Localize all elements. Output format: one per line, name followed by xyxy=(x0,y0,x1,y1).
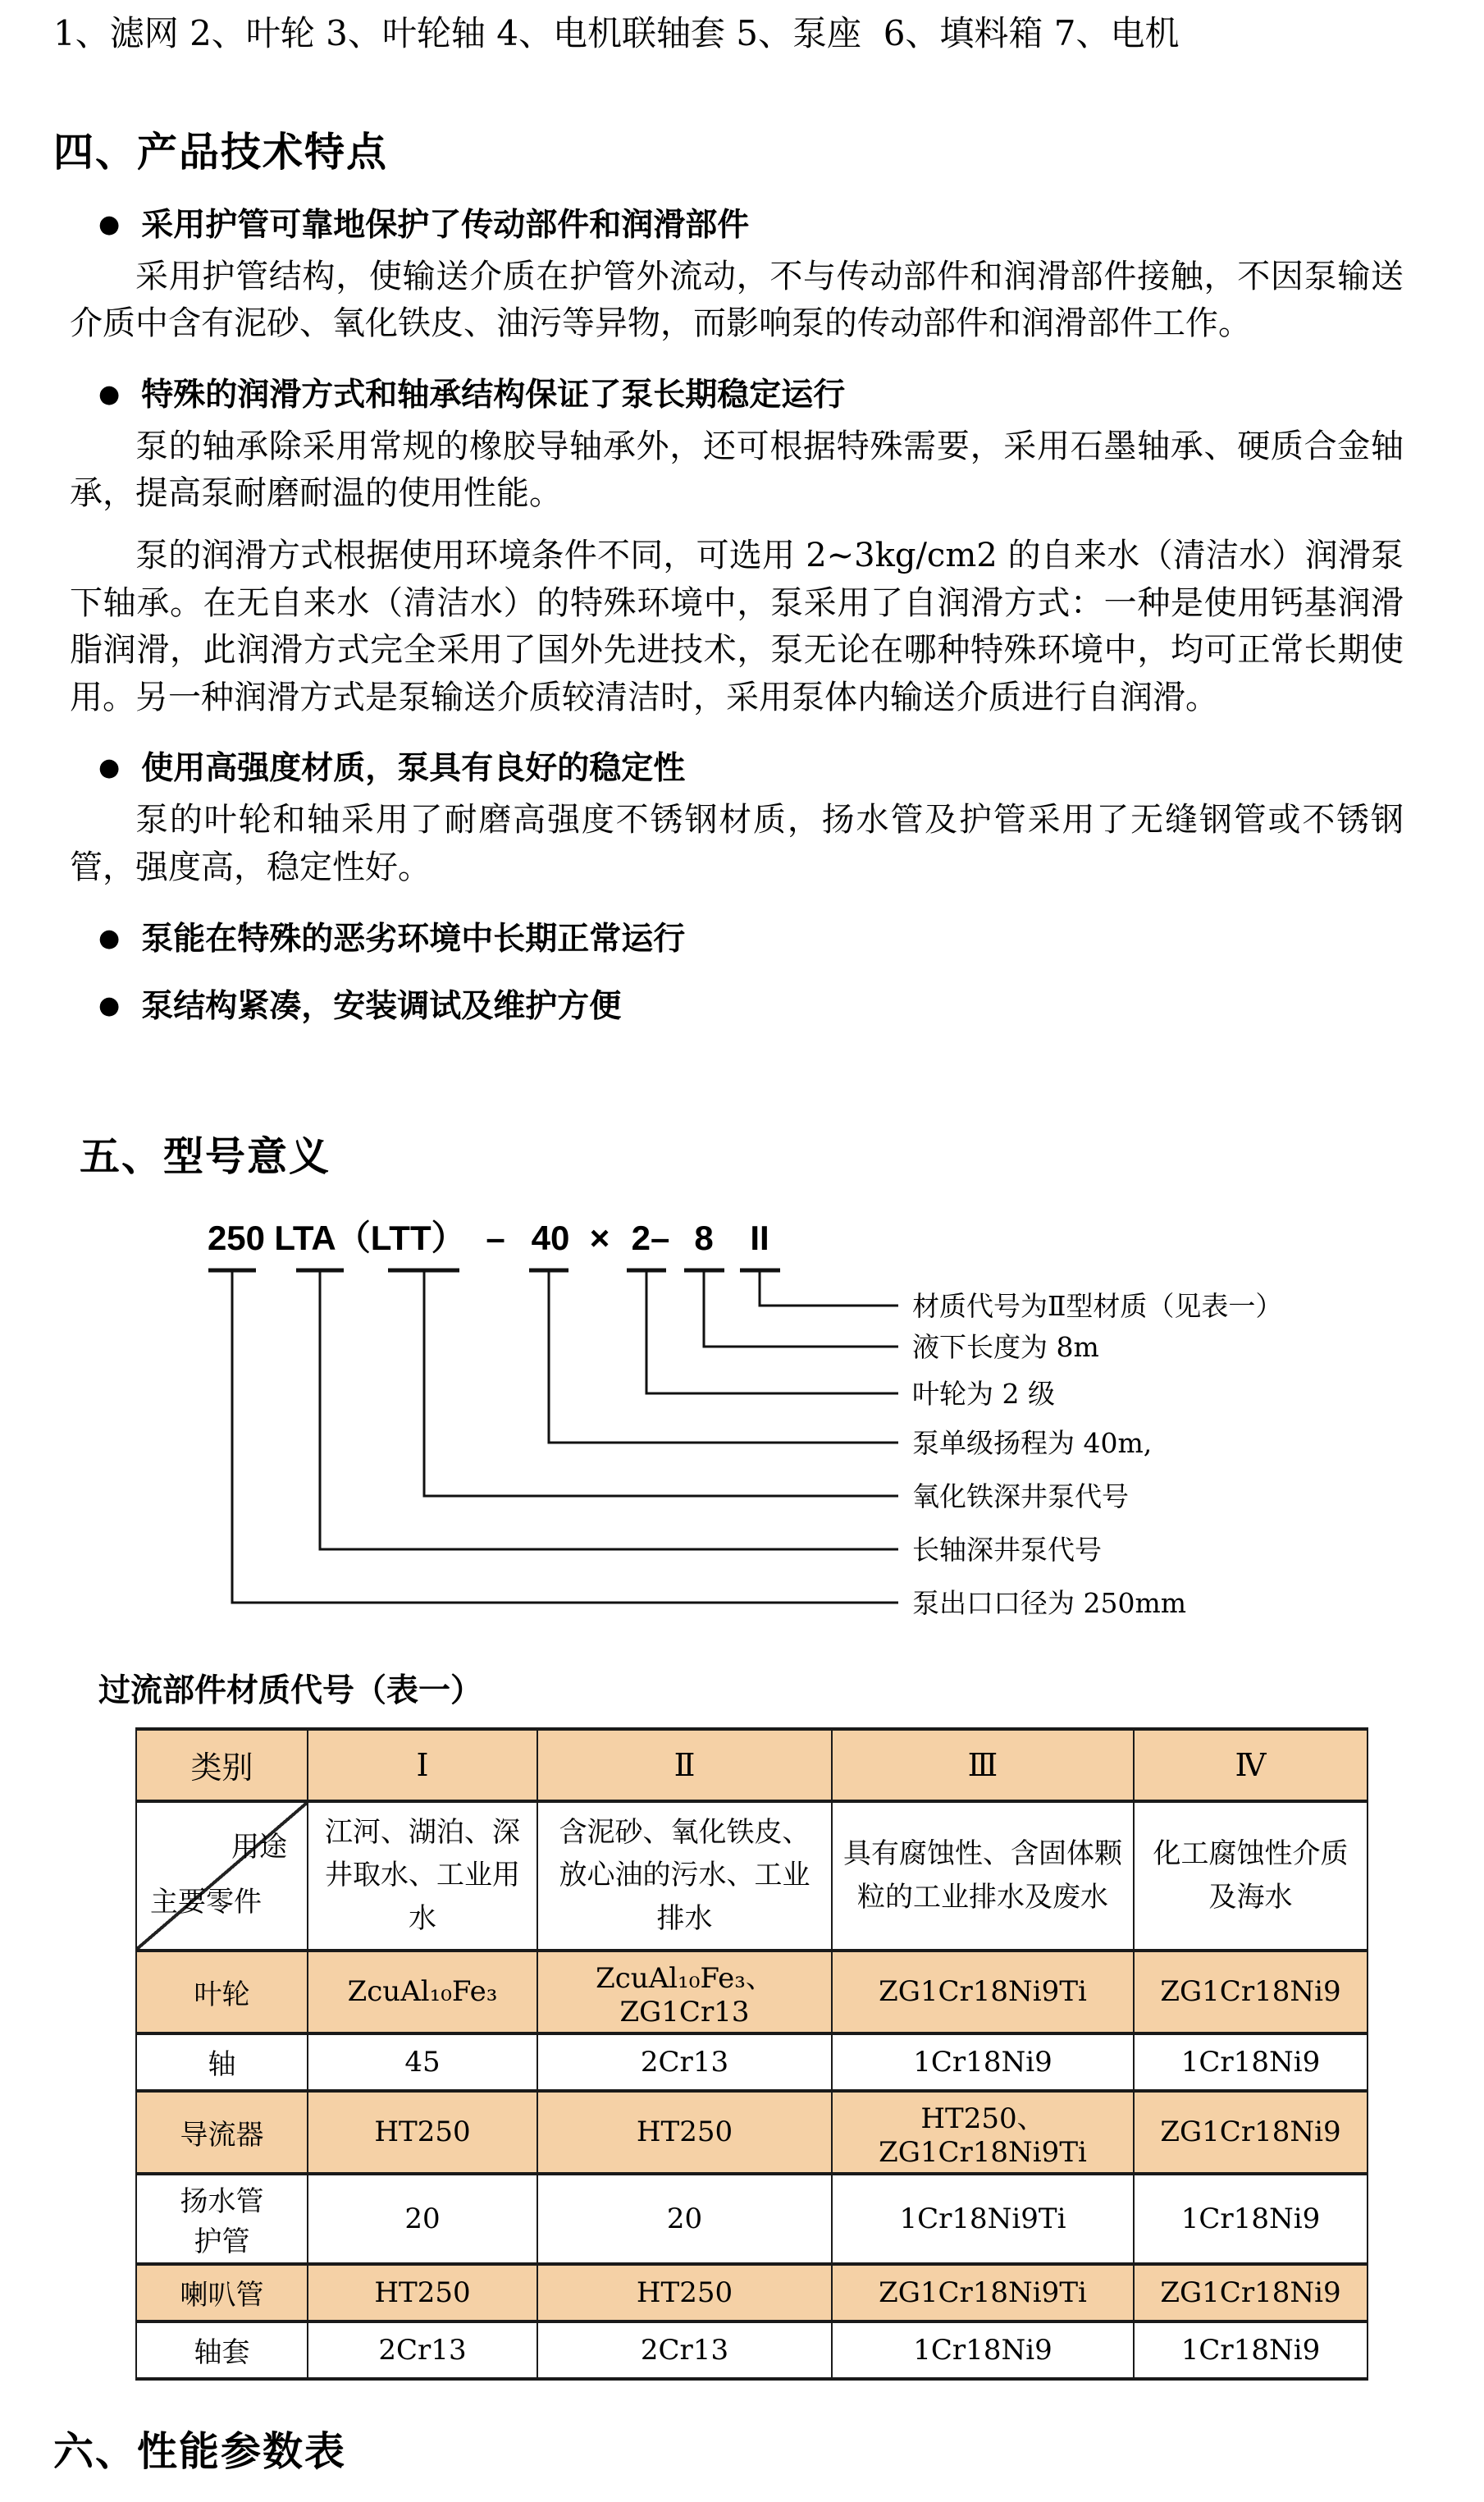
corner-usage-label: 用途 xyxy=(231,1830,287,1864)
material-code-table xyxy=(135,1727,1368,2381)
table-header-row xyxy=(136,1729,1368,1801)
feature-item xyxy=(98,199,1418,245)
model-part-250: 250 xyxy=(207,1218,266,1257)
material-cell: 1Cr18Ni9 xyxy=(1134,2033,1368,2091)
material-cell: ZG1Cr18Ni9 xyxy=(1134,1951,1368,2033)
feature-paragraph: 泵的叶轮和轴采用了耐磨高强度不锈钢材质，扬水管及护管采用了无缝钢管或不锈钢管，强度高，稳定性好。 xyxy=(70,801,1404,886)
material-cell: ZG1Cr18Ni9Ti xyxy=(832,2264,1134,2321)
feature-item xyxy=(98,913,1418,959)
feature-item xyxy=(98,981,1418,1027)
material-cell: ZcuAl₁₀Fe₃、ZG1Cr13 xyxy=(537,1951,832,2033)
model-part-ii: II xyxy=(750,1218,769,1257)
table-row xyxy=(136,2091,1368,2174)
usage-cell: 具有腐蚀性、含固体颗粒的工业排水及废水 xyxy=(832,1801,1134,1951)
feature-item xyxy=(98,369,1418,415)
material-cell: 1Cr18Ni9 xyxy=(1134,2174,1368,2264)
model-part-dash: – xyxy=(486,1218,505,1257)
diagram-label-depth: 液下长度为 8m xyxy=(912,1330,1099,1363)
model-part-2dash: 2– xyxy=(631,1218,670,1257)
diagram-label-material: 材质代号为Ⅱ型材质（见表一） xyxy=(912,1289,1283,1322)
header-category: 类别 xyxy=(136,1729,308,1801)
row-name: 叶轮 xyxy=(136,1951,308,2033)
header-class-1: Ⅰ xyxy=(308,1729,537,1801)
feature-paragraph: 泵的润滑方式根据使用环境条件不同，可选用 2~3kg/cm2 的自来水（清洁水）润滑泵下轴承。在无自来水（清洁水）的特殊环境中，泵采用了自润滑方式：一种是使用钙基润滑脂润滑，此润滑方式完全采用了国外先进技术，泵无论在哪种特殊环境中，均可正常长期使用。另一种润滑方式是泵输送介质较清洁时，采用泵体内输送介质进行自润滑。 xyxy=(70,536,1404,716)
model-part-40: 40 xyxy=(531,1218,570,1257)
feature-paragraph: 采用护管结构，使输送介质在护管外流动，不与传动部件和润滑部件接触，不因泵输送介质中含有泥砂、氧化铁皮、油污等异物，而影响泵的传动部件和润滑部件工作。 xyxy=(70,257,1404,343)
diagram-label-lta: 长轴深井泵代号 xyxy=(912,1533,1102,1566)
material-cell: HT250 xyxy=(537,2264,832,2321)
feature-item xyxy=(98,743,1418,789)
material-cell: HT250 xyxy=(308,2264,537,2321)
header-class-4: Ⅳ xyxy=(1134,1729,1368,1801)
material-cell: 2Cr13 xyxy=(537,2033,832,2091)
row-name: 轴套 xyxy=(136,2321,308,2379)
row-name xyxy=(136,2174,308,2264)
material-cell: 2Cr13 xyxy=(537,2321,832,2379)
row-name: 喇叭管 xyxy=(136,2264,308,2321)
material-cell: ZcuAl₁₀Fe₃ xyxy=(308,1951,537,2033)
usage-cell: 江河、湖泊、深井取水、工业用水 xyxy=(308,1801,537,1951)
header-class-3: Ⅲ xyxy=(832,1729,1134,1801)
usage-cell: 含泥砂、氧化铁皮、放心油的污水、工业排水 xyxy=(537,1801,832,1951)
usage-cell: 化工腐蚀性介质及海水 xyxy=(1134,1801,1368,1951)
bullet-icon: ● xyxy=(98,990,121,1020)
section6-heading: 六、性能参数表 xyxy=(53,2427,347,2475)
material-cell: HT250 xyxy=(308,2091,537,2174)
section4-heading: 四、产品技术特点 xyxy=(53,127,389,176)
material-cell: 1Cr18Ni9Ti xyxy=(832,2174,1134,2264)
section5-heading: 五、型号意义 xyxy=(80,1132,331,1180)
diagram-label-head: 泵单级扬程为 40m, xyxy=(912,1426,1153,1459)
model-code-diagram xyxy=(0,1215,1418,1642)
table-row xyxy=(136,2174,1368,2264)
feature-paragraph: 泵的轴承除采用常规的橡胶导轴承外，还可根据特殊需要，采用石墨轴承、硬质合金轴承，提高泵耐磨耐温的使用性能。 xyxy=(70,427,1404,513)
row-name-line1: 扬水管 xyxy=(180,2184,264,2218)
material-cell: HT250 xyxy=(537,2091,832,2174)
model-diagram-svg xyxy=(0,1215,1484,1642)
model-part-times: × xyxy=(589,1218,610,1257)
bullet-icon: ● xyxy=(98,923,121,953)
diagram-label-stages: 叶轮为 2 级 xyxy=(912,1377,1055,1410)
corner-parts-label: 主要零件 xyxy=(150,1885,262,1919)
feature-title: 采用护管可靠地保护了传动部件和润滑部件 xyxy=(141,205,750,244)
material-cell: 20 xyxy=(308,2174,537,2264)
table-row xyxy=(136,2321,1368,2379)
row-name-line2: 护管 xyxy=(194,2225,250,2258)
row-name: 轴 xyxy=(136,2033,308,2091)
table-row xyxy=(136,2033,1368,2091)
connector-lines xyxy=(232,1270,898,1603)
model-part-lta-ltt: LTA（LTT） xyxy=(274,1218,466,1257)
table-row xyxy=(136,1951,1368,2033)
feature-title: 使用高强度材质，泵具有良好的稳定性 xyxy=(141,749,686,788)
table-caption: 过流部件材质代号（表一） xyxy=(98,1671,483,1709)
corner-diagonal-cell xyxy=(136,1801,308,1951)
feature-title: 泵结构紧凑，安装调试及维护方便 xyxy=(141,986,622,1025)
material-cell: 2Cr13 xyxy=(308,2321,537,2379)
material-cell: 20 xyxy=(537,2174,832,2264)
usage-row xyxy=(136,1801,1368,1951)
feature-title: 特殊的润滑方式和轴承结构保证了泵长期稳定运行 xyxy=(141,375,846,414)
parts-list-line: 1、滤网 2、叶轮 3、叶轮轴 4、电机联轴套 5、泵座 6、填料箱 7、电机 xyxy=(53,13,1180,53)
feature-title: 泵能在特殊的恶劣环境中长期正常运行 xyxy=(141,919,686,958)
material-cell: ZG1Cr18Ni9 xyxy=(1134,2264,1368,2321)
table-row xyxy=(136,2264,1368,2321)
material-cell: 1Cr18Ni9 xyxy=(1134,2321,1368,2379)
material-cell: 45 xyxy=(308,2033,537,2091)
model-part-8: 8 xyxy=(694,1218,714,1257)
diagram-label-diameter: 泵出口口径为 250mm xyxy=(912,1586,1187,1619)
bullet-icon: ● xyxy=(98,209,121,239)
header-class-2: Ⅱ xyxy=(537,1729,832,1801)
material-cell: 1Cr18Ni9 xyxy=(832,2321,1134,2379)
material-cell: ZG1Cr18Ni9Ti xyxy=(832,1951,1134,2033)
bullet-icon: ● xyxy=(98,753,121,783)
diagram-label-ltt: 氧化铁深井泵代号 xyxy=(912,1480,1129,1512)
row-name: 导流器 xyxy=(136,2091,308,2174)
material-cell: 1Cr18Ni9 xyxy=(832,2033,1134,2091)
bullet-icon: ● xyxy=(98,379,121,409)
material-cell: ZG1Cr18Ni9 xyxy=(1134,2091,1368,2174)
material-cell: HT250、 ZG1Cr18Ni9Ti xyxy=(832,2091,1134,2174)
